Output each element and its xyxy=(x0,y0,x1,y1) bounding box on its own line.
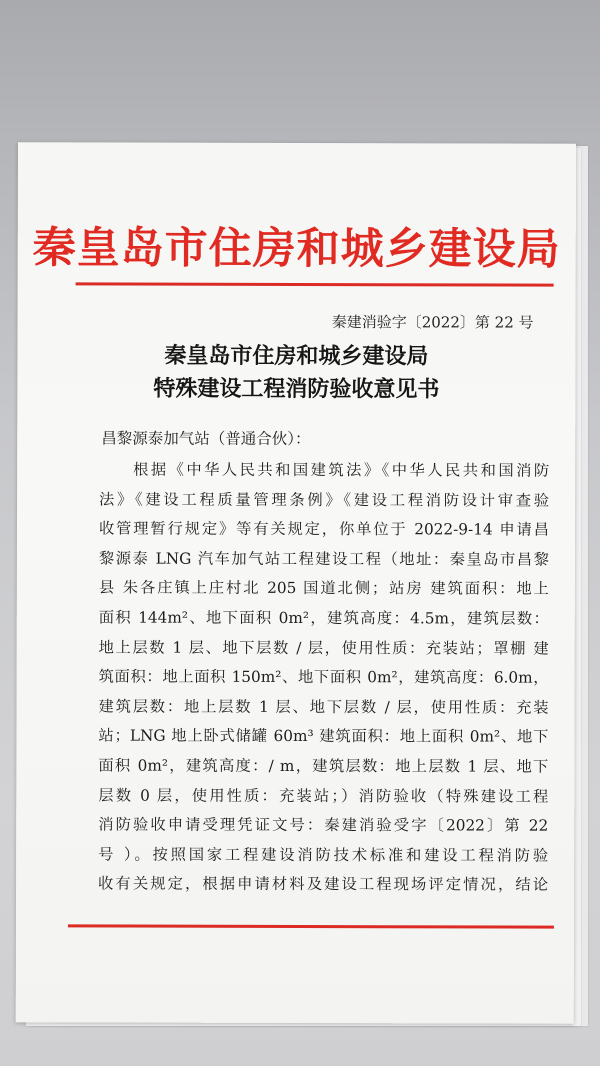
document-page xyxy=(16,142,576,1023)
body-line: 层数 0 层，使用性质：充装站；）消防验收（特殊建设工程 xyxy=(98,786,549,806)
body-line: 号 ）。按照国家工程建设消防技术标准和建设工程消防验 xyxy=(98,845,549,865)
document-title-subject: 特殊建设工程消防验收意见书 xyxy=(153,376,440,403)
document-title-issuer: 秦皇岛市住房和城乡建设局 xyxy=(164,343,429,370)
body-line: 建筑层数：地上层数 1 层、地下层数 / 层，使用性质：充装 xyxy=(98,697,549,717)
red-masthead: 秦皇岛市住房和城乡建设局 xyxy=(32,223,561,275)
body-line: 地上层数 1 层、地下层数 / 层，使用性质：充装站；罩棚 建 xyxy=(98,638,549,658)
body-line: 黎源泰 LNG 汽车加气站工程建设工程（地址：秦皇岛市昌黎 xyxy=(98,549,549,569)
body-line: 收管理暂行规定》等有关规定，你单位于 2022-9-14 申请昌 xyxy=(98,519,550,539)
body-line: 法》《建设工程质量管理条例》《建设工程消防设计审查验 xyxy=(99,490,550,510)
body-line: 消防验收申请受理凭证文号：秦建消验受字〔2022〕第 22 xyxy=(98,815,549,835)
red-rule-top xyxy=(76,282,554,286)
body-line: 根据《中华人民共和国建筑法》《中华人民共和国消防 xyxy=(133,460,550,480)
body-text xyxy=(98,455,549,900)
red-rule-bottom xyxy=(68,924,554,928)
body-line: 县 朱各庄镇上庄村北 205 国道北侧；站房 建筑面积：地上 xyxy=(98,578,549,599)
body-line: 面积 144m²、地下面积 0m²，建筑高度：4.5m，建筑层数： xyxy=(98,608,549,628)
recipient-line: 昌黎源泰加气站（普通合伙）： xyxy=(101,429,311,449)
body-line: 站；LNG 地上卧式储罐 60m³ 建筑面积：地上面积 0m²、地下 xyxy=(98,726,549,747)
body-line: 面积 0m²，建筑高度：/ m，建筑层数：地上层数 1 层、地下 xyxy=(98,756,549,776)
body-line: 筑面积：地上面积 150m²、地下面积 0m²，建筑高度：6.0m， xyxy=(98,667,549,687)
body-line: 收有关规定，根据申请材料及建设工程现场评定情况，结论 xyxy=(98,874,549,894)
document-number: 秦建消验字〔2022〕第 22 号 xyxy=(331,313,534,332)
